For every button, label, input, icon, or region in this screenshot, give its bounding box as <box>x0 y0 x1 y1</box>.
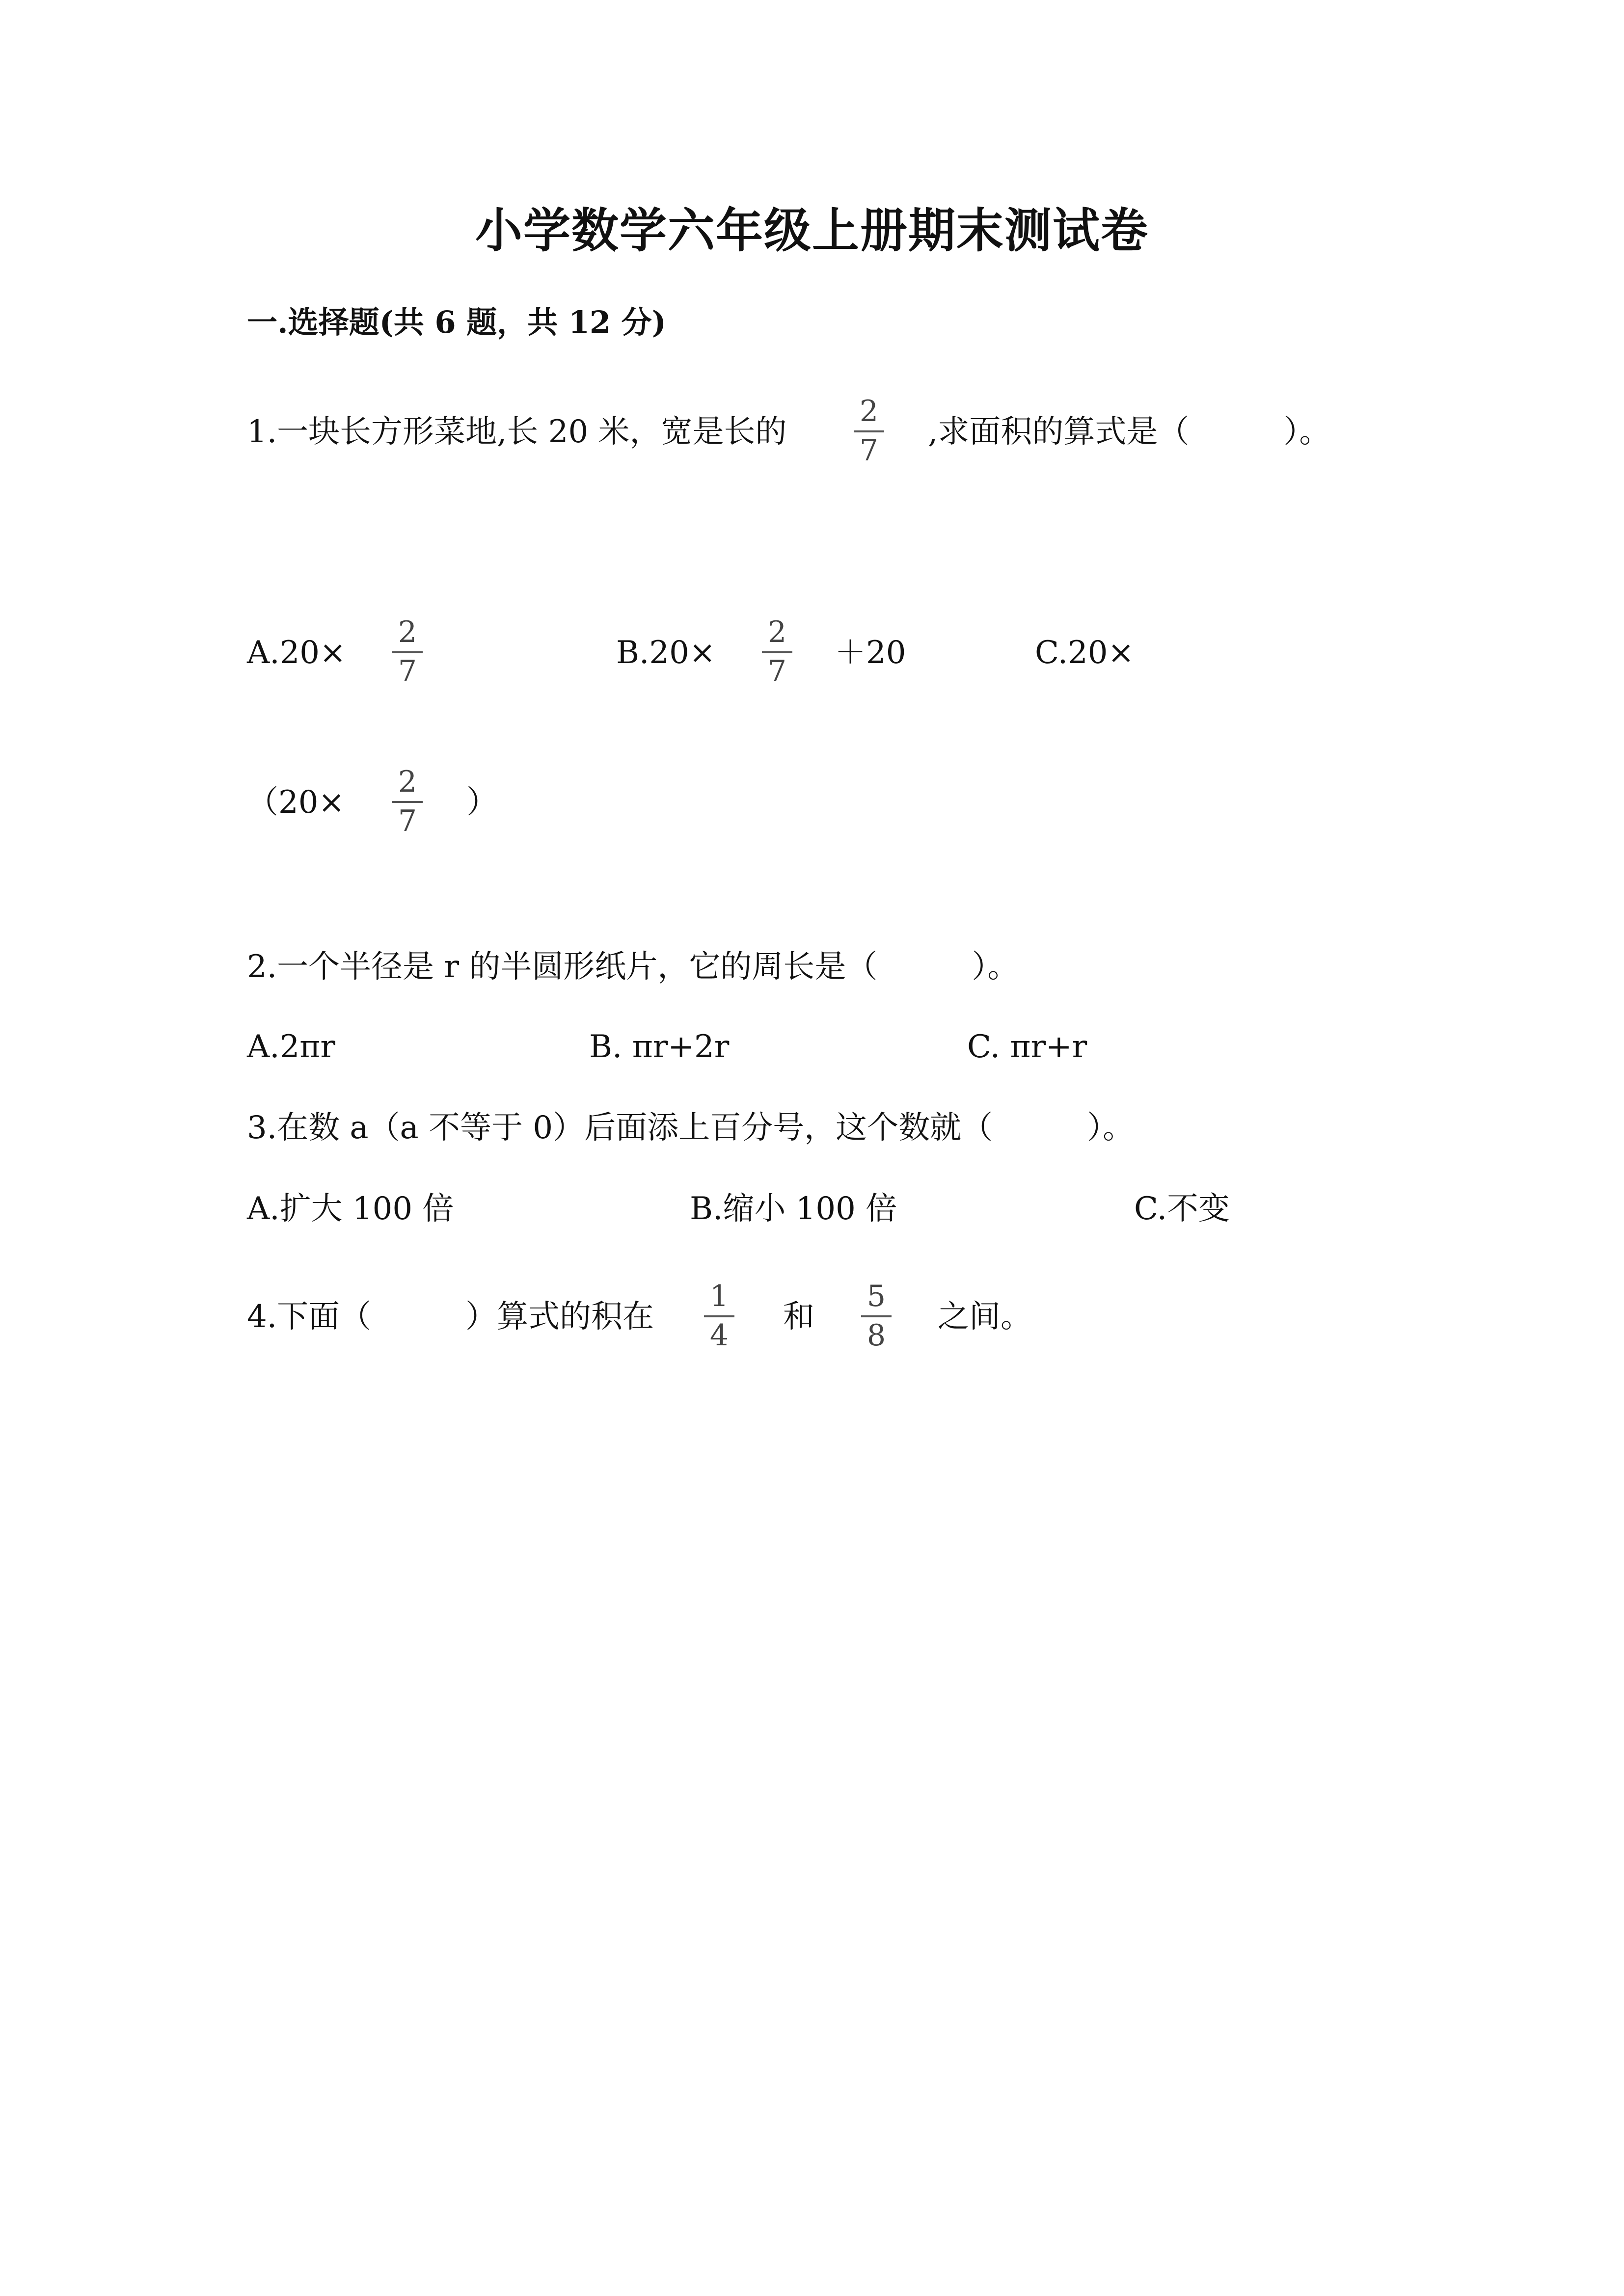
question-2-option-b: B. πr+2r <box>589 1029 730 1065</box>
fraction-numerator: 1 <box>709 1279 729 1313</box>
question-4-fraction-1 <box>702 1280 736 1352</box>
question-3-option-b: B.缩小 100 倍 <box>690 1191 897 1227</box>
fraction-numerator: 2 <box>398 765 417 799</box>
question-3-option-a: A.扩大 100 倍 <box>247 1191 454 1227</box>
question-2-option-c: C. πr+r <box>967 1029 1087 1065</box>
fraction-bar <box>392 801 423 803</box>
fraction-denominator: 8 <box>866 1318 886 1353</box>
question-3-stem: 3.在数 a（a 不等于 0）后面添上百分号，这个数就（ ）。 <box>247 1110 1135 1146</box>
fraction-bar <box>854 430 884 432</box>
option-a-fraction <box>390 616 425 688</box>
question-4-stem-start: 4.下面（ ）算式的积在 <box>247 1299 654 1335</box>
fraction-bar <box>392 651 423 653</box>
fraction-numerator: 5 <box>866 1279 886 1313</box>
question-1-fraction <box>852 395 886 467</box>
fraction-denominator: 7 <box>398 804 417 838</box>
question-2-stem: 2.一个半径是 r 的半圆形纸片，它的周长是（ ）。 <box>247 949 1019 985</box>
question-1-stem-end: ,求面积的算式是（ ）。 <box>928 414 1331 450</box>
question-3-option-c: C.不变 <box>1134 1191 1230 1227</box>
section-heading: 一.选择题(共 6 题，共 12 分) <box>247 304 667 340</box>
fraction-denominator: 7 <box>398 654 417 689</box>
question-1-option-c: C.20× <box>1035 635 1135 671</box>
fraction-numerator: 2 <box>767 615 787 649</box>
question-4-fraction-2 <box>859 1280 893 1352</box>
question-1-option-a: A.20× <box>247 635 346 671</box>
fraction-bar <box>762 651 792 653</box>
fraction-bar <box>704 1315 734 1317</box>
question-4-and: 和 <box>783 1299 814 1335</box>
option-b-fraction <box>760 616 794 688</box>
question-1-stem-start: 1.一块长方形菜地,长 20 米，宽是长的 <box>247 414 787 450</box>
option-c-continued: （20× <box>247 784 345 821</box>
fraction-denominator: 4 <box>709 1318 729 1353</box>
option-c-close-paren: ） <box>466 784 498 821</box>
fraction-denominator: 7 <box>767 654 787 689</box>
option-c-fraction <box>390 766 425 837</box>
option-b-suffix: ＋20 <box>835 635 906 671</box>
fraction-denominator: 7 <box>859 433 879 468</box>
question-1-option-b: B.20× <box>616 635 716 671</box>
question-4-stem-end: 之间。 <box>938 1299 1032 1335</box>
fraction-numerator: 2 <box>398 615 417 649</box>
fraction-bar <box>861 1315 892 1317</box>
page-title: 小学数学六年级上册期末测试卷 <box>475 203 1149 258</box>
fraction-numerator: 2 <box>859 394 879 428</box>
question-2-option-a: A.2πr <box>247 1029 335 1065</box>
